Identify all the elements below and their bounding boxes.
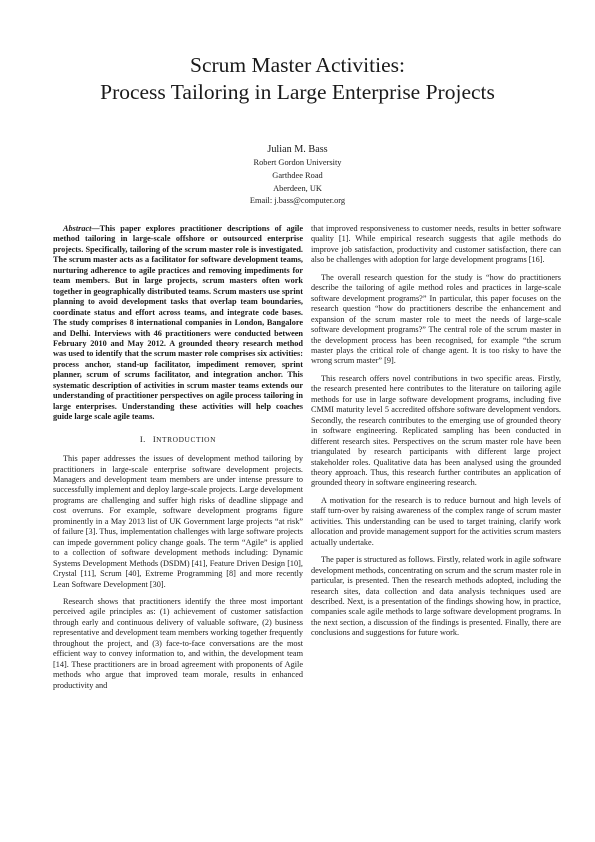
intro-paragraph-2: Research shows that practitioners identify the three most important perceived agile principles as: (1) achievement of customer satisfaction through early and continuous delivery of valuable software, (2) business representative and development team members working together frequently throughout the project, and (3) face-to-face conversations are the most efficient way to convey information to, and within, the development team [14]. These practitioners are in broad agreement with proponents of Agile methods who argue that improved team morale, results in enhanced productivity and	[53, 596, 303, 690]
abstract-text: —This paper explores practitioner descriptions of agile method tailoring in large-scale offshore or outsourced enterprise projects. Specifically, tailoring of the scrum master role is investigated. The scrum master acts as a facilitator for software development teams, nurturing adherence to agile practices and removing impediments for team members. But in large projects, scrum masters often work together in geographically distributed teams. Scrum masters use sprint planning to avoid development tasks that overlap team boundaries, coordinate status and effort across teams, and integrate code bases. The study comprises 8 international companies in London, Bangalore and Delhi. Interviews with 46 practitioners were conducted between February 2010 and May 2012. A grounded theory research method was used to identify that the scrum master role comprises six activities: process anchor, stand-up facilitator, impediment remover, sprint planner, scrum of scrums facilitator, and integration anchor. This systematic description of activities in scrum master teams extends our understanding of practitioner perspectives on agile process tailoring in large enterprises. Understanding these activities will help coaches guide large scale agile teams.	[53, 224, 303, 422]
author-email: Email: j.bass@computer.org	[249, 196, 346, 206]
author-city: Aberdeen, UK	[273, 183, 322, 193]
contributions-paragraph: This research offers novel contributions in two specific areas. Firstly, the research presented here contributes to the literature on tailoring agile methods for use in large software development programs, including five CMMI maturity level 5 accredited offshore software development vendors. Secondly, the research contributes to the emerging use of grounded theory in software engineering. Replicated sampling has been conducted in different research sites. Perspectives on the scrum master role have been triangulated by research participants with different large project stakeholder roles. Qualitative data has been analysed using the grounded theory approach. Thus, this research further contributes an application of grounded theory in software engineering research.	[311, 373, 561, 488]
section-title-first-letter: I	[152, 433, 157, 444]
abstract-label: Abstract	[63, 224, 92, 233]
intro-paragraph-1: This paper addresses the issues of development method tailoring by practitioners in large-scale enterprise software development projects. Managers and development team members are under intense pressure to successfully implement and deploy large-scale projects. Large development programs are challenging and suffer high risks of deadline slippage and cost overruns. For example, software development programs figure prominently in a May 2013 list of UK Government large projects “at risk” of failure [3]. Thus, implementation challenges with large software projects can impede government policy change goals. The term “Agile” is applied to a collection of software development methods including: Dynamic Systems Development Methods (DSDM) [41], Feature Driven Design [10], Crystal [11], Scrum [40], Extreme Programming [8] and more recently Lean Software Development [30].	[53, 454, 303, 589]
section-heading-introduction	[53, 434, 303, 445]
paper-title	[0, 52, 595, 106]
research-question-paragraph: The overall research question for the study is “how do practitioners describe the tailoring of agile method roles and practices in large-scale software development programs?” In particular, this paper focuses on the research question “how do practitioners describe the enhancement and expansion of the scrum master role to meet the needs of large-scale software development programs?” The central role of the scrum master in the development process has been recognised, for example “the scrum master plays the critical role of change agent. It is too risky to have the wrong scrum master” [9].	[311, 272, 561, 366]
motivation-paragraph: A motivation for the research is to reduce burnout and high levels of staff turn-over by raising awareness of the complex range of scrum master activities. This understanding can be used to target training, clarify work allocation and provide management support for the activities scrum masters actually undertake.	[311, 495, 561, 547]
author-name: Julian M. Bass	[267, 144, 328, 155]
author-street: Garthdee Road	[272, 170, 323, 180]
abstract	[53, 224, 303, 423]
structure-paragraph: The paper is structured as follows. Firstly, related work in agile software development methods, concentrating on scrum and the scrum master role in particular, is presented. Then the research methods adopted, including the research sites, data collection and data analysis techniques used are described. Next, is a presentation of the findings showing how, in practice, companies scale agile methods to large software development programs. In the next section, a discussion of the findings is presented. Finally, there are conclusions and suggestions for future work.	[311, 555, 561, 638]
section-title-rest: NTRODUCTION	[156, 434, 217, 444]
right-column	[311, 224, 561, 639]
section-number: I.	[139, 433, 146, 444]
intro-paragraph-continued: that improved responsiveness to customer needs, results in better software quality [1]. While empirical research suggests that agile methods do improve job satisfaction, productivity and customer satisfaction, there can also be challenges with adoption for large development programs [16].	[311, 224, 561, 265]
author-block	[0, 142, 595, 208]
title-line-1: Scrum Master Activities:	[190, 53, 405, 77]
title-line-2: Process Tailoring in Large Enterprise Projects	[100, 80, 495, 104]
left-column	[53, 224, 303, 691]
author-affiliation: Robert Gordon University	[253, 158, 342, 167]
